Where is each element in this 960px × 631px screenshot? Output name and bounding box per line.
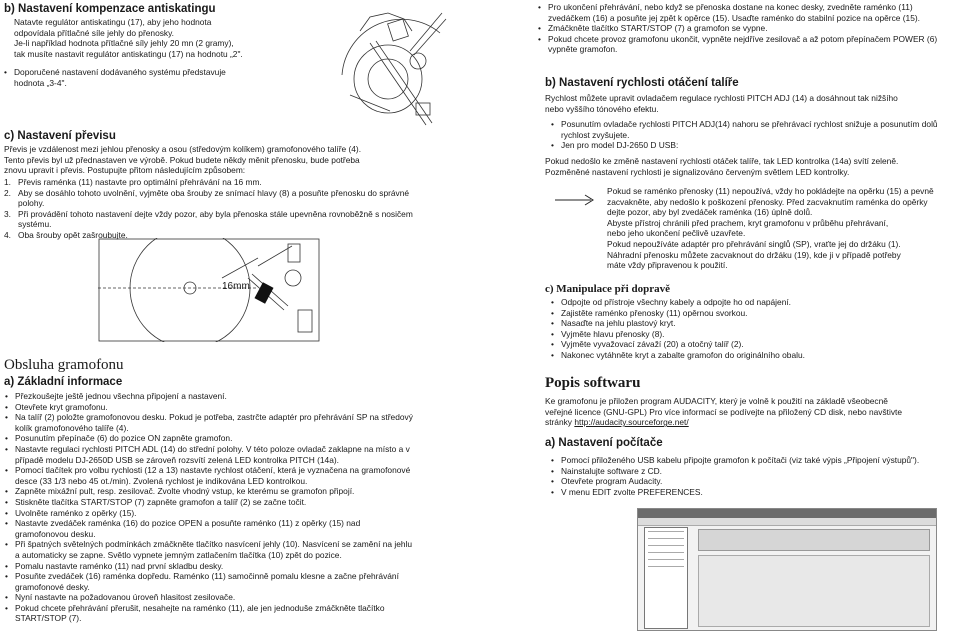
- list-item: • Posunutím ovladače rychlosti PITCH ADJ(14) nahoru se přehrávací rychlost snižuje a posunutím dolů rychlost zvyšujete.: [550, 119, 955, 140]
- speed-text: Rychlost můžete upravit ovladačem regulace rychlosti PITCH ADJ (14) a dosáhnout tak nižšího nebo vyššího tónového efektu.: [545, 93, 898, 114]
- stop-playback-list: [537, 2, 955, 55]
- list-item: • Nyní nastavte na požadovanou úroveň hlasitost zesilovače.: [4, 592, 416, 603]
- overhang-steps: [4, 177, 419, 241]
- list-item: • Při špatných světelných podmínkách zmáčkněte tlačítko nasvícení jehly (10). Nasvícení se zamění na jehlu a automaticky se zapne. Světlo vypnete jemným zatlačením tlačítka (10) zpět do pozice.: [4, 539, 416, 560]
- list-item: • Pokud chcete přehrávání přerušit, nesahejte na raménko (11), ale jen jednoduše zmáčkněte tlačítko START/STOP (7).: [4, 603, 416, 624]
- list-item: • Nakonec vytáhněte kryt a zabalte gramofon do originálního obalu.: [550, 350, 955, 361]
- transport-list: [550, 297, 955, 361]
- tonearm-diagram: [330, 3, 448, 131]
- computer-setup-list: [550, 455, 955, 497]
- antiskating-bullet: • Doporučené nastavení dodávaného systému představuje hodnota „3-4".: [3, 67, 313, 88]
- section-b-title: b) Nastavení kompenzace antiskatingu: [4, 3, 216, 15]
- speed-section-title: b) Nastavení rychlosti otáčení talíře: [545, 77, 739, 89]
- step-1: 1. Převis raménka (11) nastavte pro optimální přehrávání na 16 mm.: [4, 177, 419, 188]
- track-area: [698, 555, 930, 627]
- list-item: • Nastavte zvedáček raménka (16) do pozice OPEN a posuňte raménko (11) z opěrky (15) nad gramofonovou desku.: [4, 518, 416, 539]
- window-titlebar: [638, 509, 936, 518]
- arrow-right-icon: [553, 193, 597, 207]
- list-item: • Posuňte zvedáček (16) raménka dopředu. Raménko (11) samočinně pomalu klesne a začne přehrávání gramofonové desky.: [4, 571, 416, 592]
- list-item: • Nasaďte na jehlu plastový kryt.: [550, 318, 955, 329]
- edit-menu-dropdown: [644, 527, 688, 629]
- list-item: • Zmáčkněte tlačítko START/STOP (7) a gramofon se vypne.: [537, 23, 955, 34]
- list-item: • Vyjměte vyvažovací závaží (20) a otočný talíř (2).: [550, 339, 955, 350]
- step-2: 2. Aby se dosáhlo tohoto uvolnění, vyjměte oba šrouby ze snímací hlavy (8) a posuňte přenosku do správné polohy.: [4, 188, 419, 209]
- list-item: • Zajistěte raménko přenosky (11) opěrnou svorkou.: [550, 308, 955, 319]
- computer-setup-title: a) Nastavení počítače: [545, 437, 663, 449]
- speed-list: [550, 119, 955, 151]
- list-item: • Stiskněte tlačítka START/STOP (7) zapněte gramofon a talíř (2) se začne točit.: [4, 497, 416, 508]
- list-item: • Pokud chcete provoz gramofonu ukončit, vypněte nejdříve zesilovač a až potom přepínačem POWER (6) vypněte gramofon.: [537, 34, 955, 55]
- overhang-diagram: [98, 238, 320, 342]
- list-item: • Zapněte mixážní pult, resp. zesilovač. Zvolte vhodný vstup, ke kterému se gramofon připojí.: [4, 486, 416, 497]
- list-item: • Na talíř (2) položte gramofonovou desku. Pokud je potřeba, zastrčte adaptér pro přehrávání SP na středový kolík gramofonového talíře (4).: [4, 412, 416, 433]
- step-4: 4. Oba šrouby opět zašroubujte.: [4, 230, 419, 241]
- list-item: • Pomocí tlačítek pro volbu rychlosti (12 a 13) nastavte rychlost otáčení, která je vyznačena na gramofonové desce (33 1/3 nebo 45 ot./min). Zvolená rychlost je indikována LED kontrolkou.: [4, 465, 416, 486]
- software-title: Popis softwaru: [545, 375, 641, 391]
- list-item: • Odpojte od přístroje všechny kabely a odpojte ho od napájení.: [550, 297, 955, 308]
- list-item: • Jen pro model DJ-2650 D USB:: [550, 140, 955, 151]
- basic-info-list: [4, 391, 416, 624]
- list-item: • V menu EDIT zvolte PREFERENCES.: [550, 487, 955, 498]
- audacity-screenshot: [637, 508, 937, 631]
- list-item: • Uvolněte raménko z opěrky (15).: [4, 508, 416, 519]
- list-item: • Posunutím přepínače (6) do pozice ON zapněte gramofon.: [4, 433, 416, 444]
- main-title: Obsluha gramofonu: [4, 357, 124, 373]
- list-item: • Otevřete program Audacity.: [550, 476, 955, 487]
- list-item: • Přezkoušejte ještě jednou všechna připojení a nastavení.: [4, 391, 416, 402]
- list-item: • Nainstalujte software z CD.: [550, 466, 955, 477]
- transport-title: c) Manipulace při dopravě: [545, 283, 670, 295]
- antiskating-text: Natavte regulátor antiskatingu (17), aby jeho hodnota odpovídala přítlačné síle jehly do přenosky. Je-li například hodnota přítlačné síly jehly 20 mn (2 gramy), tak musíte nastavit regulátor antiskatingu (17) na hodnotu „2".: [14, 17, 243, 59]
- arm-care-text: Pokud se raménko přenosky (11) nepoužívá, vždy ho pokládejte na opěrku (15) a pevně zacvakněte, aby nedošlo k poškození přenosky. Před zacvaknutím raménka do opěrky dejte pozor, aby byl zvedáček raménka (16) úplně dolů. Abyste přístroj chránili před prachem, kryt gramofonu v průběhu přehrávaní, nebo jeho ukončení pečlivě uzavřete. Pokud nepoužíváte adaptér pro přehrávání singlů (SP), vraťte jej do držáku (1). Náhradní přenosku můžete zacvaknout do držáku (19), kde ji v případě potřeby máte vždy připravenou k použití.: [607, 186, 934, 271]
- list-item: • Pro ukončení přehrávání, nebo když se přenoska dostane na konec desky, zvedněte raménko (11) zvedáčkem (16) a posuňte jej zpět k opěrce (15). Usaďte raménko do stabilní pozice na opěrce (15).: [537, 2, 955, 23]
- list-item: • Pomocí přiloženého USB kabelu připojte gramofon k počítači (viz také výpis „Připojení výstupů").: [550, 455, 955, 466]
- overhang-label: 16mm: [222, 281, 250, 292]
- section-c-title: c) Nastavení převisu: [4, 130, 116, 142]
- overhang-text: Převis je vzdálenost mezi jehlou přenosky a osou (středovým kolíkem) gramofonového talíře (4). Tento převis byl už přednastaven ve výrobě. Pokud budete někdy měnit přenosku, bude potřeba znovu upravit i převis. Postupujte přitom následujícím způsobem:: [4, 144, 362, 176]
- list-item: • Otevřete kryt gramofonu.: [4, 402, 416, 413]
- software-text: Ke gramofonu je přiložen program AUDACITY, který je volně k použití na základě všeobecně veřejné licence (GNU-GPL) Pro více informací se podívejte na přiložený CD disk, nebo navštivte stránky http://audacity.sourceforge.net/: [545, 396, 903, 428]
- list-item: • Nastavte regulaci rychlosti PITCH ADL (14) do střední polohy. V této poloze ovladač zaklapne na místo a v případě modelu DJ-2650D USB se zároveň rozsvítí zelená LED kontrolka PITCH (14a).: [4, 444, 416, 465]
- section-a-title: a) Základní informace: [4, 376, 123, 388]
- audacity-link[interactable]: http://audacity.sourceforge.net/: [574, 417, 689, 428]
- step-3: 3. Při provádění tohoto nastavení dejte vždy pozor, aby byla přenoska stále upevněna rovnoběžně s nosičem systému.: [4, 209, 419, 230]
- list-item: • Vyjměte hlavu přenosky (8).: [550, 329, 955, 340]
- toolbar: [698, 529, 930, 551]
- menu-bar: [638, 518, 936, 526]
- led-text: Pokud nedošlo ke změně nastavení rychlosti otáček talíře, tak LED kontrolka (14a) svítí zeleně. Pozměněné nastavení rychlosti je signalizováno červeným světlem LED kontrolky.: [545, 156, 899, 177]
- list-item: • Pomalu nastavte raménko (11) nad první skladbu desky.: [4, 561, 416, 572]
